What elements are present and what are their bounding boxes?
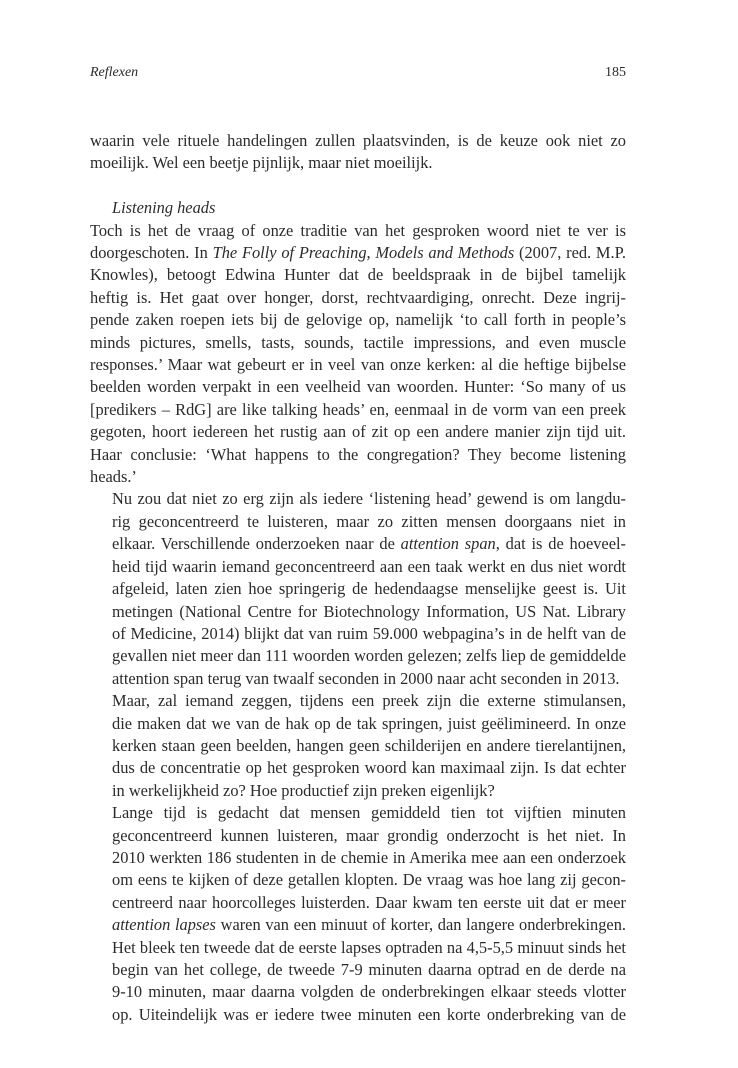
emphasis: attention lapses [112, 915, 216, 935]
text-line: 9-10 minuten, maar daarna volgden de onderbrekingen elkaar steeds vlotter [112, 982, 626, 1002]
text-line: in werkelijkheid zo? Hoe productief zijn preken eigenlijk? [112, 780, 495, 800]
text-run: doorgeschoten. In [90, 243, 213, 263]
text-line: heid tijd waarin iemand geconcentreerd aan een taak werkt en dus niet wordt [112, 556, 626, 576]
text-line: Toch is het de vraag of onze traditie van het gesproken woord niet te ver is [90, 220, 626, 240]
text-line: afgeleid, laten zien hoe springerig de hedendaagse menselijke geest is. Uit [112, 579, 626, 599]
text-line: op. Uiteindelijk was er iedere twee minuten een korte onderbreking van de [112, 1004, 626, 1024]
text-line: heftig is. Het gaat over honger, dorst, rechtvaardiging, onrecht. Deze ingrij- [90, 287, 626, 307]
paragraph [90, 690, 626, 802]
text-line: centreerd naar hoorcolleges luisterden. Daar kwam ten eerste uit dat er meer [112, 892, 626, 912]
text-line: begin van het college, de tweede 7-9 minuten daarna optrad en de derde na [112, 960, 626, 980]
paragraph [90, 802, 626, 1026]
text-line: beelden worden verpakt in een veelheid van woorden. Hunter: ‘So many of us [90, 377, 626, 397]
page-number: 185 [605, 65, 626, 80]
text-line: rig geconcentreerd te luisteren, maar zo zitten mensen doorgaans niet in [112, 511, 626, 531]
text-line: attention span terug van twaalf seconden in 2000 naar acht seconden in 2013. [112, 668, 620, 688]
text-run: waren van een minuut of korter, dan langere onderbrekingen. [215, 915, 626, 935]
running-title: Reflexen [90, 65, 139, 80]
body-text [90, 130, 626, 1026]
paragraph [90, 130, 626, 175]
text-line: Lange tijd is gedacht dat mensen gemiddeld tien tot vijftien minuten [112, 803, 626, 823]
text-line: responses.’ Maar wat gebeurt er in veel van onze kerken: al die heftige bijbelse [90, 355, 626, 375]
text-line: minds pictures, smells, tasts, sounds, tactile impressions, and even muscle [90, 332, 626, 352]
text-line [90, 914, 626, 936]
text-line: om eens te kijken of deze getallen klopten. De vraag was hoe lang zij gecon- [112, 870, 626, 890]
text-line: Knowles), betoogt Edwina Hunter dat de beeldspraak in de bijbel tamelijk [90, 265, 626, 285]
text-line: Het bleek ten tweede dat de eerste lapses optraden na 4,5-5,5 minuut sinds het [112, 937, 626, 957]
text-line: gevallen niet meer dan 111 woorden worden gelezen; zelfs liep de gemiddelde [112, 646, 626, 666]
text-line: gegoten, hoort iedereen het rustig aan of zit op een andere manier zijn tijd uit. [90, 422, 626, 442]
text-line: [predikers – RdG] are like talking heads’ en, eenmaal in de vorm van een preek [90, 399, 626, 419]
section-subheading: Listening heads [112, 198, 216, 218]
text-run: (2007, red. M.P. [514, 243, 626, 263]
text-line: 2010 werkten 186 studenten in de chemie in Amerika mee aan een onderzoek [112, 847, 626, 867]
book-title: The Folly of Preaching, Models and Methods [212, 243, 515, 263]
paragraph [90, 488, 626, 690]
text-line [90, 533, 626, 555]
text-line: die maken dat we van de hak op de tak springen, juist geëlimineerd. In onze [112, 713, 626, 733]
text-line: Haar conclusie: ‘What happens to the congregation? They become listening [90, 444, 626, 464]
text-line: of Medicine, 2014) blijkt dat van ruim 59.000 webpagina’s in de helft van de [112, 623, 626, 643]
text-line: Maar, zal iemand zeggen, tijdens een preek zijn die externe stimulansen, [112, 691, 626, 711]
text-line: pende zaken roepen iets bij de gelovige op, namelijk ‘to call forth in people’s [90, 310, 626, 330]
text-line: moeilijk. Wel een beetje pijnlijk, maar niet moeilijk. [90, 153, 433, 173]
text-run: elkaar. Verschillende onderzoeken naar de [112, 534, 401, 554]
paragraph [90, 220, 626, 489]
text-line: waarin vele rituele handelingen zullen plaatsvinden, is de keuze ook niet zo [90, 131, 626, 150]
text-line: metingen (National Centre for Biotechnology Information, US Nat. Library [112, 601, 626, 621]
running-header [90, 64, 626, 82]
emphasis: attention span [400, 534, 496, 554]
text-line: Nu zou dat niet zo erg zijn als iedere ‘listening head’ gewend is om langdu- [112, 489, 626, 509]
text-line [90, 242, 626, 264]
text-line: heads.’ [90, 467, 137, 487]
text-line: kerken staan geen beelden, hangen geen schilderijen en andere tierelantijnen, [112, 735, 626, 755]
text-line: geconcentreerd kunnen luisteren, maar grondig onderzocht is het niet. In [112, 825, 626, 845]
text-line: dus de concentratie op het gesproken woord kan maximaal zijn. Is dat echter [112, 758, 626, 778]
text-run: , dat is de hoeveel- [495, 534, 626, 554]
